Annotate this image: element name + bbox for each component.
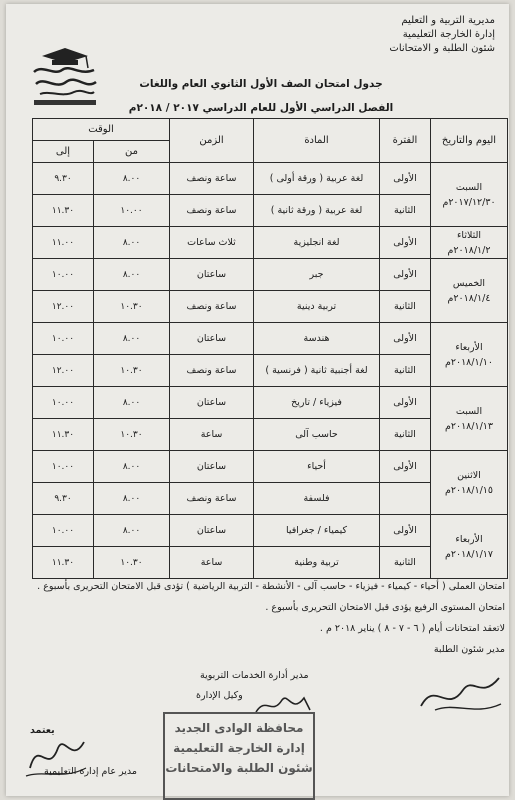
- header-line: مديرية التربية و التعليم: [401, 15, 495, 26]
- table-row: [33, 515, 508, 547]
- header-time: الوقت: [33, 119, 170, 141]
- time-from-cell: ١٠.٣٠: [94, 291, 170, 323]
- period-cell: الثانية: [380, 419, 431, 451]
- period-cell: الأولى: [380, 323, 431, 355]
- subject-cell: حاسب آلى: [254, 419, 380, 451]
- stamp-line: إدارة الخارجة التعليمية: [173, 741, 305, 755]
- time-to-cell: ١١.٠٠: [33, 227, 94, 259]
- period-cell: الأولى: [380, 259, 431, 291]
- time-from-cell: ٨.٠٠: [94, 227, 170, 259]
- day-date-cell: [431, 451, 508, 515]
- exam-date: ٢٠١٨/١/١٠م: [444, 356, 493, 368]
- time-from-cell: ٨.٠٠: [94, 515, 170, 547]
- time-to-cell: ١١.٣٠: [33, 195, 94, 227]
- subject-cell: لغة عربية ( ورقة أولى ): [254, 163, 380, 195]
- period-cell: الأولى: [380, 515, 431, 547]
- day-name: الاثنين: [457, 469, 481, 481]
- duration-cell: ساعة ونصف: [170, 483, 254, 515]
- period-cell: الثانية: [380, 195, 431, 227]
- period-cell: الأولى: [380, 163, 431, 195]
- subject-cell: لغة أجنبية ثانية ( فرنسية ): [254, 355, 380, 387]
- table-row: [33, 163, 508, 195]
- header-line: إدارة الخارجة التعليمية: [402, 29, 495, 40]
- deputy-label: وكيل الإدارة: [196, 690, 243, 701]
- subject-cell: جبر: [254, 259, 380, 291]
- ministry-header: [345, 14, 495, 56]
- time-to-cell: ١٠.٠٠: [33, 387, 94, 419]
- duration-cell: ساعتان: [170, 451, 254, 483]
- time-to-cell: ٩.٣٠: [33, 483, 94, 515]
- period-cell: الثانية: [380, 547, 431, 579]
- day-name: السبت: [455, 405, 483, 417]
- general-director-signature-icon: [20, 728, 90, 783]
- duration-cell: ساعة ونصف: [170, 355, 254, 387]
- header-day: اليوم والتاريخ: [431, 119, 508, 163]
- period-cell: الثانية: [380, 355, 431, 387]
- table-row: [33, 323, 508, 355]
- time-to-cell: ١٠.٠٠: [33, 451, 94, 483]
- note-practical-exams: امتحان العملى ( أحياء - كيمياء - فيزياء - حاسب آلى - الأنشطة - التربية الرياضية ) تؤدى قبل الامتحان التحريرى بأسبوع .: [37, 581, 505, 592]
- subject-cell: أحياء: [254, 451, 380, 483]
- student-affairs-signature-icon: [415, 660, 505, 720]
- time-from-cell: ٨.٠٠: [94, 451, 170, 483]
- official-stamp: [163, 712, 315, 800]
- time-to-cell: ١١.٣٠: [33, 547, 94, 579]
- stamp-line: شئون الطلبة والامتحانات: [165, 761, 313, 775]
- duration-cell: ساعة: [170, 547, 254, 579]
- exam-date: ٢٠١٨/١/١٥م: [444, 484, 493, 496]
- schedule-title: جدول امتحان الصف الأول الثانوي العام واللغات: [139, 78, 383, 90]
- time-from-cell: ٨.٠٠: [94, 323, 170, 355]
- day-name: الأربعاء: [455, 341, 483, 353]
- day-name: الخميس: [452, 277, 486, 289]
- subject-cell: هندسة: [254, 323, 380, 355]
- note-high-level-exam: امتحان المستوى الرفيع يؤدى قبل الامتحان التحريرى بأسبوع .: [265, 602, 505, 613]
- exam-date: ٢٠١٨/١/٢م: [447, 244, 491, 256]
- student-affairs-director-label: مدير شئون الطلبة: [433, 644, 505, 655]
- time-from-cell: ١٠.٠٠: [94, 195, 170, 227]
- table-row: [33, 451, 508, 483]
- approved-label: يعتمد: [30, 725, 55, 736]
- day-date-cell: [431, 163, 508, 227]
- subject-cell: فيزياء / تاريخ: [254, 387, 380, 419]
- header-subject: المادة: [254, 119, 380, 163]
- duration-cell: ساعتان: [170, 387, 254, 419]
- day-name: الأربعاء: [455, 533, 483, 545]
- time-from-cell: ٨.٠٠: [94, 387, 170, 419]
- duration-cell: ساعة ونصف: [170, 291, 254, 323]
- time-from-cell: ٨.٠٠: [94, 483, 170, 515]
- time-from-cell: ٨.٠٠: [94, 259, 170, 291]
- subject-cell: لغة انجليزية: [254, 227, 380, 259]
- duration-cell: ساعتان: [170, 259, 254, 291]
- table-row: [33, 227, 508, 259]
- period-cell: الأولى: [380, 227, 431, 259]
- subject-cell: فلسفة: [254, 483, 380, 515]
- header-time-to: إلى: [33, 141, 94, 163]
- time-from-cell: ١٠.٣٠: [94, 355, 170, 387]
- day-date-cell: [431, 387, 508, 451]
- exam-schedule-table: [32, 118, 508, 579]
- stamp-line: محافظة الوادى الجديد: [174, 721, 304, 735]
- time-to-cell: ١٠.٠٠: [33, 515, 94, 547]
- time-from-cell: ١٠.٣٠: [94, 419, 170, 451]
- time-from-cell: ٨.٠٠: [94, 163, 170, 195]
- time-to-cell: ٩.٣٠: [33, 163, 94, 195]
- period-cell: [380, 483, 431, 515]
- duration-cell: ثلاث ساعات: [170, 227, 254, 259]
- period-cell: الثانية: [380, 291, 431, 323]
- day-name: السبت: [455, 181, 483, 193]
- exam-date: ٢٠١٨/١/١٣م: [444, 420, 493, 432]
- period-cell: الأولى: [380, 387, 431, 419]
- day-date-cell: [431, 227, 508, 259]
- duration-cell: ساعتان: [170, 323, 254, 355]
- exam-date: ٢٠١٨/١/١٧م: [444, 548, 493, 560]
- header-time-from: من: [94, 141, 170, 163]
- time-to-cell: ١٠.٠٠: [33, 323, 94, 355]
- subject-cell: تربية دينية: [254, 291, 380, 323]
- time-to-cell: ١١.٣٠: [33, 419, 94, 451]
- day-date-cell: [431, 323, 508, 387]
- term-subtitle: الفصل الدراسي الأول للعام الدراسي ٢٠١٧ / ٢٠١٨م: [128, 102, 394, 114]
- time-to-cell: ١٠.٠٠: [33, 259, 94, 291]
- duration-cell: ساعة: [170, 419, 254, 451]
- subject-cell: لغة عربية ( ورقة ثانية ): [254, 195, 380, 227]
- day-date-cell: [431, 259, 508, 323]
- notes-section: [25, 576, 505, 660]
- note-no-exam-days: لاتعقد امتحانات أيام ( ٦ - ٧ - ٨ ) يناير ٢٠١٨ م .: [319, 623, 505, 634]
- day-date-cell: [431, 515, 508, 579]
- time-to-cell: ١٢.٠٠: [33, 355, 94, 387]
- day-name: الثلاثاء: [456, 229, 482, 241]
- ministry-logo-icon: [28, 46, 102, 108]
- exam-date: ٢٠١٧/١٢/٣٠م: [442, 196, 496, 208]
- duration-cell: ساعتان: [170, 515, 254, 547]
- time-to-cell: ١٢.٠٠: [33, 291, 94, 323]
- duration-cell: ساعة ونصف: [170, 195, 254, 227]
- header-duration: الزمن: [170, 119, 254, 163]
- services-director-label: مدير أدارة الخدمات التربوية: [200, 670, 309, 681]
- time-from-cell: ١٠.٣٠: [94, 547, 170, 579]
- header-line: شئون الطلبة و الامتحانات: [389, 43, 495, 54]
- general-director-label: مدير عام إدارة التعليمية: [44, 766, 137, 777]
- table-row: [33, 259, 508, 291]
- table-row: [33, 387, 508, 419]
- subject-cell: كيمياء / جغرافيا: [254, 515, 380, 547]
- subject-cell: تربية وطنية: [254, 547, 380, 579]
- period-cell: الأولى: [380, 451, 431, 483]
- duration-cell: ساعة ونصف: [170, 163, 254, 195]
- exam-date: ٢٠١٨/١/٤م: [447, 292, 491, 304]
- header-period: الفترة: [380, 119, 431, 163]
